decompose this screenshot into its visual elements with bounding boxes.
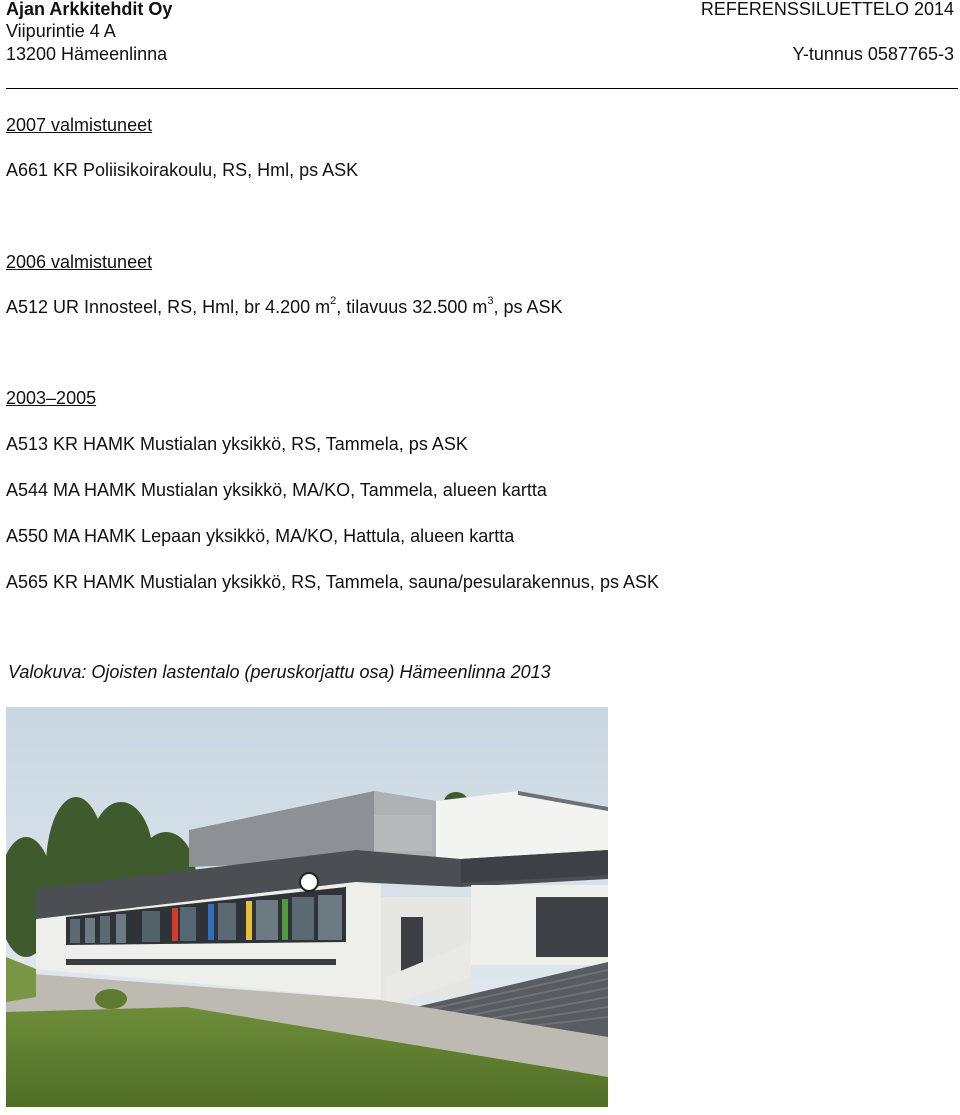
a512-unit-exponent-2: 3: [487, 295, 494, 307]
company-name: Ajan Arkkitehdit Oy: [6, 0, 173, 19]
document-title: REFERENSSILUETTELO 2014: [700, 0, 954, 19]
address-line-1: Viipurintie 4 A: [6, 21, 116, 41]
section-heading-2007: 2007 valmistuneet: [6, 115, 153, 135]
a512-unit-exponent-1: 2: [330, 295, 337, 307]
building-photo: [6, 707, 608, 1107]
a512-text-part-1: A512 UR Innosteel, RS, Hml, br 4.200 m: [6, 297, 331, 317]
photo-caption: Valokuva: Ojoisten lastentalo (peruskorjattu osa) Hämeenlinna 2013: [8, 662, 551, 682]
header-divider: [6, 88, 958, 89]
a512-text-part-3: , ps ASK: [493, 297, 563, 317]
reference-item-a565: A565 KR HAMK Mustialan yksikkö, RS, Tammela, sauna/pesularakennus, ps ASK: [6, 572, 659, 592]
business-id: Y-tunnus 0587765-3: [792, 44, 954, 64]
reference-item-a512: [6, 296, 563, 318]
reference-item-a544: A544 MA HAMK Mustialan yksikkö, MA/KO, Tammela, alueen kartta: [6, 480, 547, 500]
section-heading-2003-2005: 2003–2005: [6, 388, 97, 408]
reference-item-a513: A513 KR HAMK Mustialan yksikkö, RS, Tammela, ps ASK: [6, 434, 468, 454]
address-line-2: 13200 Hämeenlinna: [6, 44, 168, 64]
a512-text-part-2: , tilavuus 32.500 m: [336, 297, 488, 317]
reference-item-a550: A550 MA HAMK Lepaan yksikkö, MA/KO, Hattula, alueen kartta: [6, 526, 515, 546]
reference-item-a661: A661 KR Poliisikoirakoulu, RS, Hml, ps ASK: [6, 160, 359, 180]
section-heading-2006: 2006 valmistuneet: [6, 252, 153, 272]
